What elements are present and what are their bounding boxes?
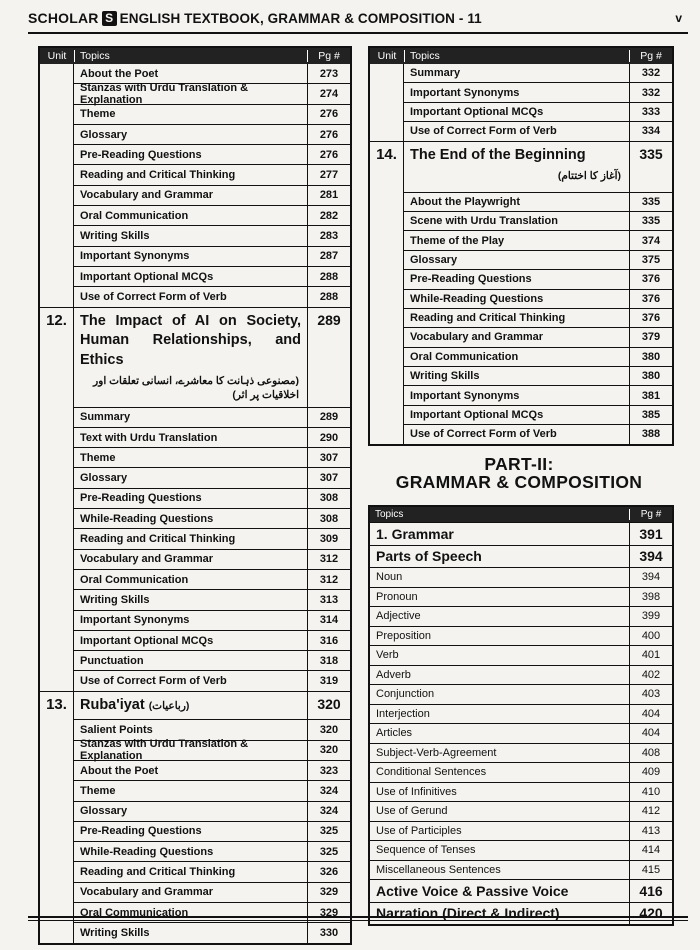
unit-title-page: 335 xyxy=(639,145,663,162)
row-page: 319 xyxy=(319,675,339,688)
table-row xyxy=(74,650,350,670)
page-column-header: Pg # xyxy=(318,50,340,62)
unit-block xyxy=(370,141,672,444)
row-topic: Use of Correct Form of Verb xyxy=(74,287,308,306)
table-row xyxy=(74,447,350,467)
grammar-topic: Verb xyxy=(370,646,630,665)
row-page: 374 xyxy=(641,234,661,247)
table-row xyxy=(74,780,350,800)
row-topic: Glossary xyxy=(74,802,308,821)
unit-list xyxy=(370,64,672,444)
row-page: 277 xyxy=(319,169,339,182)
row-page: 325 xyxy=(319,825,339,838)
grammar-topic: Sequence of Tenses xyxy=(370,841,630,860)
row-topic: Theme xyxy=(74,781,308,800)
table-row xyxy=(404,64,672,82)
table-row xyxy=(74,104,350,124)
table-row xyxy=(74,488,350,508)
table-row xyxy=(74,124,350,144)
grammar-page: 391 xyxy=(639,525,663,542)
grammar-row xyxy=(370,782,672,802)
row-page: 312 xyxy=(319,573,339,586)
book-title: ENGLISH TEXTBOOK, GRAMMAR & COMPOSITION - 11 xyxy=(119,10,482,26)
unit-title xyxy=(74,308,308,407)
row-topic: Oral Communication xyxy=(404,348,630,366)
row-page: 288 xyxy=(319,290,339,303)
row-page: 274 xyxy=(319,87,339,100)
grammar-page: 416 xyxy=(639,882,663,899)
grammar-topic: Parts of Speech xyxy=(370,546,630,568)
grammar-row xyxy=(370,762,672,782)
table-row xyxy=(74,185,350,205)
table-row xyxy=(74,922,350,942)
unit-topics xyxy=(404,64,672,141)
unit-number: 13. xyxy=(40,692,74,943)
row-topic: Vocabulary and Grammar xyxy=(74,550,308,569)
unit-title-row xyxy=(74,692,350,720)
grammar-row xyxy=(370,723,672,743)
table-row xyxy=(74,144,350,164)
table-row xyxy=(404,102,672,121)
row-topic: Pre-Reading Questions xyxy=(74,489,308,508)
table-row xyxy=(404,230,672,249)
row-topic: Theme xyxy=(74,105,308,124)
row-topic: Reading and Critical Thinking xyxy=(74,862,308,881)
row-topic: Writing Skills xyxy=(404,367,630,385)
row-page: 308 xyxy=(319,492,339,505)
table-row xyxy=(74,569,350,589)
grammar-topic: Pronoun xyxy=(370,588,630,607)
row-topic: While-Reading Questions xyxy=(74,842,308,861)
unit-title xyxy=(74,692,308,720)
grammar-topic: Use of Gerund xyxy=(370,802,630,821)
grammar-topic: Interjection xyxy=(370,705,630,724)
row-topic: Important Optional MCQs xyxy=(74,631,308,650)
grammar-page: 401 xyxy=(641,649,661,662)
table-row xyxy=(74,719,350,739)
table-row xyxy=(404,385,672,404)
row-topic: Important Synonyms xyxy=(404,83,630,101)
page-column-header: Pg # xyxy=(640,50,662,62)
grammar-page: 410 xyxy=(641,785,661,798)
row-page: 333 xyxy=(641,105,661,118)
unit-number: 12. xyxy=(40,308,74,691)
unit-topics xyxy=(74,692,350,943)
footer-rule xyxy=(28,916,688,918)
publisher-logo-icon: S xyxy=(102,11,117,26)
row-topic: Reading and Critical Thinking xyxy=(74,529,308,548)
unit-title-row xyxy=(404,142,672,192)
table-row xyxy=(74,670,350,690)
grammar-topic: Preposition xyxy=(370,627,630,646)
grammar-row xyxy=(370,626,672,646)
page-column-header: Pg # xyxy=(640,509,662,520)
row-page: 388 xyxy=(641,428,661,441)
grammar-row xyxy=(370,743,672,763)
row-topic: Use of Correct Form of Verb xyxy=(74,671,308,690)
grammar-row xyxy=(370,821,672,841)
grammar-row xyxy=(370,665,672,685)
row-topic: Writing Skills xyxy=(74,226,308,245)
row-page: 312 xyxy=(319,553,339,566)
grammar-topic: Conditional Sentences xyxy=(370,763,630,782)
row-page: 276 xyxy=(319,128,339,141)
grammar-page: 398 xyxy=(641,590,661,603)
row-topic: Use of Correct Form of Verb xyxy=(404,122,630,140)
grammar-topic: Miscellaneous Sentences xyxy=(370,861,630,880)
table-row xyxy=(74,225,350,245)
row-topic: Glossary xyxy=(74,468,308,487)
row-page: 288 xyxy=(319,270,339,283)
row-topic: Vocabulary and Grammar xyxy=(404,328,630,346)
table-row xyxy=(74,164,350,184)
footer-rule-thin xyxy=(28,920,688,921)
row-page: 329 xyxy=(319,886,339,899)
table-row xyxy=(74,205,350,225)
table-row xyxy=(404,327,672,346)
grammar-page: 404 xyxy=(641,727,661,740)
unit-title-urdu: (رباعیات) xyxy=(148,699,190,712)
grammar-row-list xyxy=(370,522,672,924)
grammar-row xyxy=(370,522,672,545)
table-row xyxy=(404,424,672,443)
table-row xyxy=(74,427,350,447)
table-row xyxy=(74,549,350,569)
row-page: 276 xyxy=(319,148,339,161)
row-page: 332 xyxy=(641,86,661,99)
grammar-row xyxy=(370,879,672,902)
table-row xyxy=(404,405,672,424)
row-page: 281 xyxy=(319,189,339,202)
row-topic: Vocabulary and Grammar xyxy=(74,883,308,902)
unit-topics xyxy=(74,308,350,691)
table-row xyxy=(74,882,350,902)
grammar-page: 403 xyxy=(641,688,661,701)
table-row xyxy=(404,192,672,211)
row-page: 376 xyxy=(641,273,661,286)
table-row xyxy=(74,589,350,609)
row-topic: Summary xyxy=(74,408,308,427)
publisher-brand: SCHOLAR xyxy=(28,10,99,26)
table-row xyxy=(74,286,350,306)
table-header xyxy=(40,48,350,64)
topics-column-header: Topics xyxy=(75,50,308,62)
unit-title xyxy=(404,142,630,192)
unit-number xyxy=(370,64,404,141)
unit-column-header: Unit xyxy=(40,50,75,62)
row-topic: Important Optional MCQs xyxy=(74,267,308,286)
row-topic: Important Optional MCQs xyxy=(404,103,630,121)
row-topic: Vocabulary and Grammar xyxy=(74,186,308,205)
row-page: 324 xyxy=(319,784,339,797)
row-page: 325 xyxy=(319,845,339,858)
row-topic: Glossary xyxy=(404,251,630,269)
page-header xyxy=(28,4,688,34)
table-row xyxy=(404,250,672,269)
row-topic: While-Reading Questions xyxy=(404,290,630,308)
table-row xyxy=(404,82,672,101)
grammar-page: 413 xyxy=(641,824,661,837)
row-topic: Pre-Reading Questions xyxy=(74,822,308,841)
row-page: 282 xyxy=(319,209,339,222)
unit-block xyxy=(40,64,350,307)
row-page: 375 xyxy=(641,253,661,266)
row-page: 379 xyxy=(641,331,661,344)
row-page: 318 xyxy=(319,654,339,667)
table-row xyxy=(74,467,350,487)
row-page: 287 xyxy=(319,250,339,263)
row-page: 276 xyxy=(319,108,339,121)
row-page: 376 xyxy=(641,312,661,325)
row-topic: Pre-Reading Questions xyxy=(404,270,630,288)
contents-table-left xyxy=(38,46,352,945)
row-topic: Important Synonyms xyxy=(74,247,308,266)
row-page: 380 xyxy=(641,370,661,383)
row-page: 289 xyxy=(319,411,339,424)
unit-number xyxy=(40,64,74,307)
grammar-topic: Conjunction xyxy=(370,685,630,704)
grammar-topic: Active Voice & Passive Voice xyxy=(370,880,630,902)
part-two-title xyxy=(368,455,670,491)
grammar-page: 402 xyxy=(641,668,661,681)
row-topic: Text with Urdu Translation xyxy=(74,428,308,447)
grammar-page: 420 xyxy=(639,905,663,922)
row-page: 320 xyxy=(319,744,339,757)
grammar-topic: Narration (Direct & Indirect) xyxy=(370,903,630,925)
unit-title-page: 320 xyxy=(317,695,341,712)
grammar-page: 415 xyxy=(641,863,661,876)
row-page: 320 xyxy=(319,723,339,736)
grammar-topic: Adjective xyxy=(370,607,630,626)
row-topic: Salient Points xyxy=(74,720,308,739)
table-header xyxy=(370,48,672,64)
row-topic: Writing Skills xyxy=(74,923,308,942)
unit-title-urdu: (آغاز کا اختتام) xyxy=(557,170,621,183)
row-page: 273 xyxy=(319,67,339,80)
grammar-page: 394 xyxy=(639,548,663,565)
table-row xyxy=(74,821,350,841)
table-row xyxy=(74,610,350,630)
row-page: 334 xyxy=(641,125,661,138)
unit-title-text: The End of the Beginning xyxy=(410,146,586,163)
table-row xyxy=(404,289,672,308)
table-row xyxy=(74,630,350,650)
row-topic: Use of Correct Form of Verb xyxy=(404,425,630,443)
unit-title-text: The Impact of AI on Society, Human Relationships, and Ethics xyxy=(80,312,301,368)
table-row xyxy=(74,841,350,861)
row-page: 307 xyxy=(319,472,339,485)
row-topic: Stanzas with Urdu Translation & Explanation xyxy=(74,84,308,103)
row-topic: Important Optional MCQs xyxy=(404,406,630,424)
table-row xyxy=(74,861,350,881)
unit-title-urdu: (مصنوعی ذہانت کا معاشرے، انسانی تعلقات اور اخلاقیات پر اثر) xyxy=(93,375,299,402)
grammar-contents-table xyxy=(368,505,674,926)
row-page: 323 xyxy=(319,764,339,777)
table-row xyxy=(404,269,672,288)
table-row xyxy=(74,81,350,106)
part-two-heading: GRAMMAR & COMPOSITION xyxy=(395,472,643,492)
table-row xyxy=(404,121,672,140)
grammar-page: 400 xyxy=(641,629,661,642)
grammar-row xyxy=(370,567,672,587)
grammar-row xyxy=(370,645,672,665)
row-topic: Reading and Critical Thinking xyxy=(404,309,630,327)
table-row xyxy=(74,266,350,286)
grammar-topic: Articles xyxy=(370,724,630,743)
unit-title-row xyxy=(74,308,350,407)
row-topic: Summary xyxy=(404,64,630,82)
row-topic: Important Synonyms xyxy=(74,611,308,630)
row-page: 330 xyxy=(319,926,339,939)
row-page: 326 xyxy=(319,866,339,879)
grammar-row xyxy=(370,684,672,704)
row-page: 376 xyxy=(641,292,661,305)
row-page: 290 xyxy=(319,431,339,444)
contents-table-right xyxy=(368,46,674,446)
unit-topics xyxy=(74,64,350,307)
row-topic: About the Poet xyxy=(74,761,308,780)
grammar-row xyxy=(370,860,672,880)
grammar-page: 399 xyxy=(641,610,661,623)
topics-column-header: Topics xyxy=(405,50,630,62)
grammar-page: 404 xyxy=(641,707,661,720)
table-row xyxy=(74,760,350,780)
row-page: 335 xyxy=(641,215,661,228)
grammar-row xyxy=(370,545,672,568)
table-row xyxy=(74,508,350,528)
row-page: 314 xyxy=(319,614,339,627)
row-page: 313 xyxy=(319,593,339,606)
unit-block xyxy=(370,64,672,141)
row-page: 309 xyxy=(319,533,339,546)
row-topic: Punctuation xyxy=(74,651,308,670)
row-page: 324 xyxy=(319,805,339,818)
grammar-topic: Use of Participles xyxy=(370,822,630,841)
row-topic: Oral Communication xyxy=(74,903,308,922)
grammar-topic: 1. Grammar xyxy=(370,523,630,545)
grammar-page: 394 xyxy=(641,571,661,584)
row-page: 307 xyxy=(319,451,339,464)
grammar-page: 409 xyxy=(641,766,661,779)
row-topic: Scene with Urdu Translation xyxy=(404,212,630,230)
unit-block xyxy=(40,307,350,691)
row-topic: Glossary xyxy=(74,125,308,144)
table-row xyxy=(74,407,350,427)
table-row xyxy=(404,308,672,327)
row-topic: Reading and Critical Thinking xyxy=(74,165,308,184)
table-row xyxy=(404,366,672,385)
row-topic: Oral Communication xyxy=(74,570,308,589)
grammar-page: 408 xyxy=(641,746,661,759)
unit-block xyxy=(40,691,350,943)
row-topic: Theme xyxy=(74,448,308,467)
unit-title-text: Ruba'iyat xyxy=(80,696,145,713)
table-row xyxy=(404,347,672,366)
row-page: 308 xyxy=(319,512,339,525)
table-row xyxy=(404,211,672,230)
row-topic: Theme of the Play xyxy=(404,231,630,249)
row-topic: Stanzas with Urdu Translation & Explanation xyxy=(74,741,308,760)
topics-column-header: Topics xyxy=(370,509,630,520)
grammar-topic: Use of Infinitives xyxy=(370,783,630,802)
grammar-topic: Subject-Verb-Agreement xyxy=(370,744,630,763)
row-topic: About the Playwright xyxy=(404,193,630,211)
row-page: 329 xyxy=(319,906,339,919)
part-two-label: PART-II: xyxy=(484,454,554,474)
grammar-row xyxy=(370,704,672,724)
row-topic: Writing Skills xyxy=(74,590,308,609)
table-row xyxy=(74,246,350,266)
grammar-page: 414 xyxy=(641,844,661,857)
row-page: 332 xyxy=(641,67,661,80)
grammar-topic: Adverb xyxy=(370,666,630,685)
table-row xyxy=(74,738,350,763)
grammar-topic: Noun xyxy=(370,568,630,587)
row-page: 335 xyxy=(641,195,661,208)
grammar-page: 412 xyxy=(641,805,661,818)
row-topic: Pre-Reading Questions xyxy=(74,145,308,164)
unit-topics xyxy=(404,142,672,444)
row-page: 283 xyxy=(319,230,339,243)
row-page: 381 xyxy=(641,389,661,402)
grammar-row xyxy=(370,587,672,607)
row-topic: Oral Communication xyxy=(74,206,308,225)
unit-list xyxy=(40,64,350,943)
row-topic: Important Synonyms xyxy=(404,386,630,404)
grammar-row xyxy=(370,840,672,860)
row-page: 385 xyxy=(641,409,661,422)
row-page: 316 xyxy=(319,634,339,647)
table-row xyxy=(74,528,350,548)
table-row xyxy=(74,64,350,83)
grammar-table-header xyxy=(370,507,672,522)
row-page: 380 xyxy=(641,350,661,363)
table-row xyxy=(74,801,350,821)
row-topic: About the Poet xyxy=(74,64,308,83)
grammar-row xyxy=(370,801,672,821)
row-topic: While-Reading Questions xyxy=(74,509,308,528)
unit-number: 14. xyxy=(370,142,404,444)
unit-column-header: Unit xyxy=(370,50,405,62)
grammar-row xyxy=(370,606,672,626)
page-number: v xyxy=(675,11,682,25)
unit-title-page: 289 xyxy=(317,311,341,328)
